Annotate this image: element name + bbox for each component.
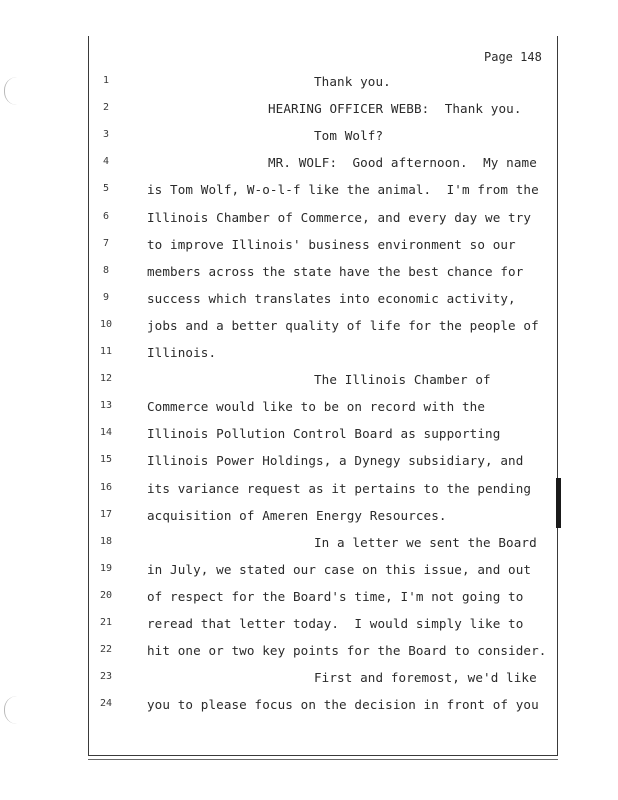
- transcript-line: First and foremost, we'd like: [314, 670, 537, 686]
- line-number: 7: [102, 237, 110, 249]
- page-number: Page 148: [484, 50, 542, 64]
- line-number: 24: [99, 698, 113, 710]
- line-number: 5: [102, 183, 110, 195]
- transcript-line: in July, we stated our case on this issue, and out: [147, 561, 532, 577]
- line-number: 22: [99, 644, 113, 656]
- binder-hole-top: [4, 77, 17, 105]
- line-number: 1: [102, 75, 110, 86]
- transcript-line: Illinois Pollution Control Board as supporting: [147, 426, 501, 442]
- line-number: 17: [99, 508, 113, 520]
- line-number: 15: [99, 454, 113, 466]
- transcript-line: of respect for the Board's time, I'm not going to: [147, 588, 524, 604]
- transcript-line: HEARING OFFICER WEBB: Thank you.: [268, 101, 522, 117]
- binder-hole-bottom: [4, 696, 17, 724]
- transcript-line: hit one or two key points for the Board to consider.: [147, 643, 547, 659]
- transcript-line: you to please focus on the decision in front of you: [147, 697, 539, 713]
- line-number: 4: [102, 156, 110, 168]
- transcript-line: Illinois Chamber of Commerce, and every day we try: [147, 209, 532, 225]
- transcript-line: Illinois Power Holdings, a Dynegy subsidiary, and: [147, 453, 524, 469]
- transcript-line: its variance request as it pertains to the pending: [147, 480, 532, 496]
- line-number: 13: [99, 400, 113, 412]
- transcript-line: acquisition of Ameren Energy Resources.: [147, 507, 447, 523]
- transcript-line: jobs and a better quality of life for the people of: [147, 317, 539, 333]
- line-number: 12: [99, 373, 113, 385]
- line-number: 8: [102, 264, 110, 276]
- page-bottom-rule-secondary: [88, 759, 558, 760]
- line-number: 20: [99, 589, 113, 601]
- transcript-line: is Tom Wolf, W-o-l-f like the animal. I'm from the: [147, 182, 539, 198]
- line-number: 16: [99, 481, 113, 493]
- transcript-line: to improve Illinois' business environment so our: [147, 236, 516, 252]
- binder-edge-mark: [556, 478, 561, 528]
- line-number: 14: [99, 427, 113, 439]
- line-number: 21: [99, 617, 113, 628]
- transcript-line: Illinois.: [147, 345, 217, 360]
- line-number: 11: [99, 346, 113, 357]
- line-number: 18: [99, 535, 113, 547]
- transcript-line: Tom Wolf?: [314, 128, 384, 144]
- line-number: 23: [99, 671, 113, 683]
- line-number: 10: [99, 318, 113, 330]
- line-number: 6: [102, 210, 110, 222]
- transcript-line: reread that letter today. I would simply like to: [147, 616, 524, 631]
- line-number: 19: [99, 562, 113, 574]
- transcript-line: success which translates into economic activity,: [147, 290, 516, 306]
- transcript-line: MR. WOLF: Good afternoon. My name: [268, 155, 537, 171]
- transcript-line: In a letter we sent the Board: [314, 534, 537, 550]
- line-number: 9: [102, 291, 110, 303]
- line-number: 2: [102, 102, 110, 114]
- page-bottom-rule: [88, 755, 558, 756]
- line-number: 3: [102, 129, 110, 141]
- transcript-line: Thank you.: [314, 74, 391, 89]
- transcript-line: members across the state have the best chance for: [147, 263, 524, 279]
- transcript-line: The Illinois Chamber of: [314, 372, 491, 388]
- transcript-line: Commerce would like to be on record with the: [147, 399, 486, 415]
